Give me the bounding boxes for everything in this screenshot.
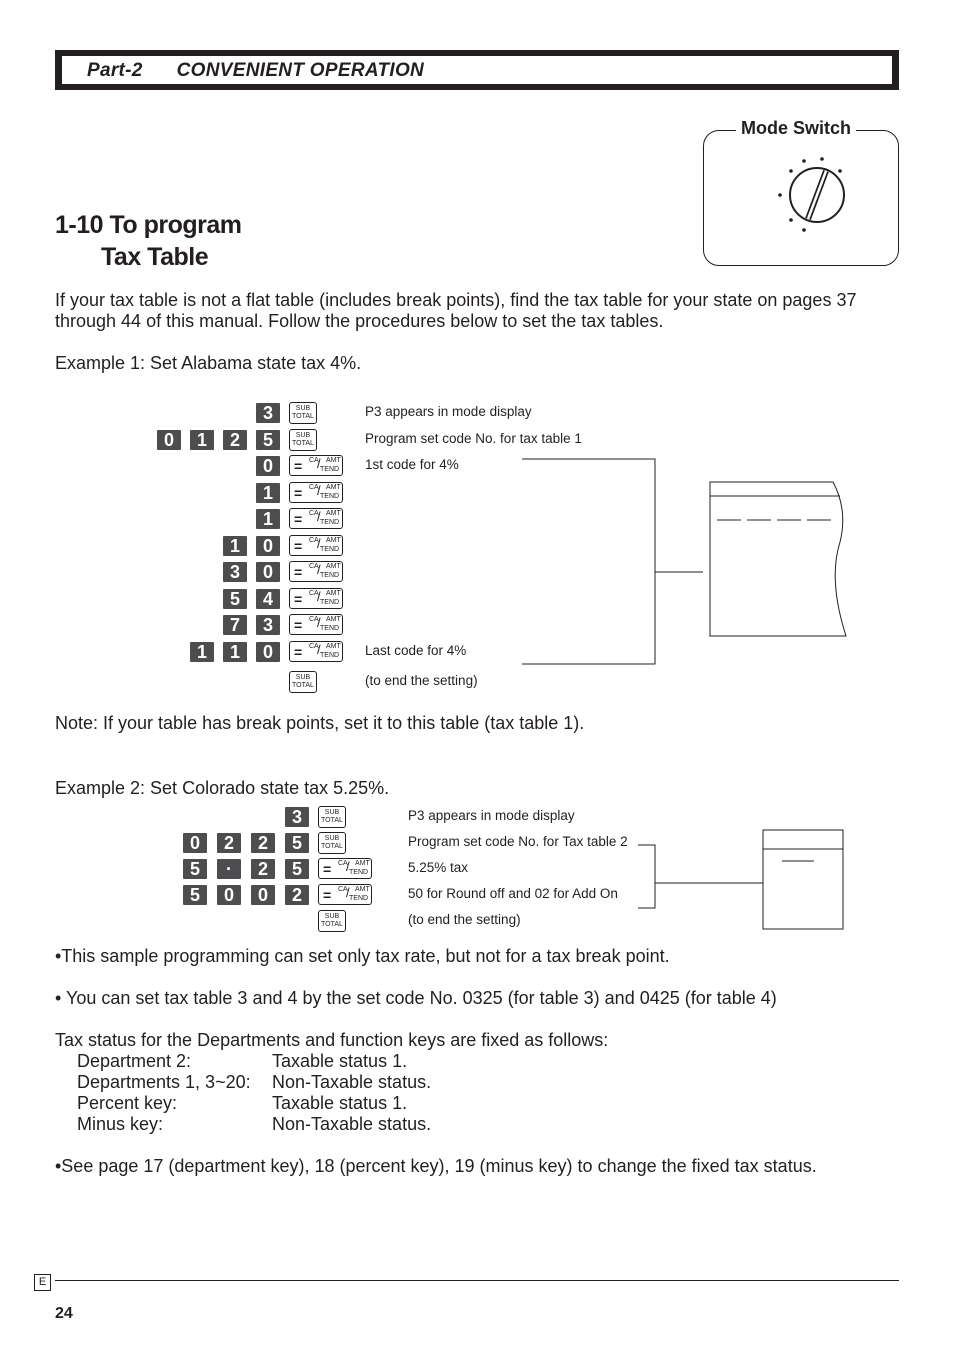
tax-status-row <box>77 1114 431 1135</box>
tax-status-item: Departments 1, 3~20: <box>77 1072 251 1092</box>
cash-amt-tend-key <box>289 588 343 609</box>
subtotal-key <box>289 402 317 424</box>
ca-label: CA <box>338 886 348 893</box>
equals-label: = <box>294 511 303 527</box>
equals-label: = <box>294 643 303 660</box>
equals-label: = <box>294 617 303 633</box>
cash-amt-tend-key <box>289 455 343 476</box>
numeric-key: 0 <box>217 885 241 905</box>
subtotal-key-label: SUB <box>324 913 340 920</box>
page-number: 24 <box>55 1305 73 1322</box>
tax-status-value: Taxable status 1. <box>272 1051 408 1071</box>
cash-amt-tend-key <box>318 884 372 905</box>
numeric-key: 1 <box>190 430 214 450</box>
tend-label: TEND <box>320 572 340 579</box>
part-title: CONVENIENT OPERATION <box>176 60 425 81</box>
step-description: 50 for Round off and 02 for Add On <box>408 886 618 901</box>
ca-label: CA <box>309 589 319 597</box>
step-description: 5.25% tax <box>408 860 469 875</box>
numeric-key: 5 <box>285 859 309 879</box>
cash-amt-tend-key <box>289 614 343 635</box>
numeric-key: 0 <box>157 430 181 450</box>
slash-glyph: / <box>317 562 321 577</box>
ca-label: CA <box>309 536 319 544</box>
numeric-key: 0 <box>251 885 275 905</box>
slash-glyph: / <box>317 535 321 551</box>
subtotal-key-label: SUB <box>324 835 340 842</box>
numeric-key: 3 <box>256 615 280 635</box>
tax-status-row <box>77 1051 431 1072</box>
step-description: (to end the setting) <box>365 673 478 688</box>
tend-label: TEND <box>320 598 340 606</box>
tax-status-value: Taxable status 1. <box>272 1093 408 1113</box>
ca-label: CA <box>338 860 348 867</box>
subtotal-key-label: TOTAL <box>292 413 314 420</box>
tax-status-row <box>77 1093 431 1114</box>
language-marker: E <box>34 1274 51 1291</box>
section-header-text <box>87 60 424 82</box>
mode-switch-label: Mode Switch <box>736 118 856 139</box>
numeric-key: 1 <box>256 483 280 503</box>
numeric-key: 0 <box>256 642 280 662</box>
example1-heading: Example 1: Set Alabama state tax 4%. <box>55 353 362 373</box>
tax-status-item: Minus key: <box>77 1114 164 1134</box>
section-header-bar <box>55 50 899 90</box>
subtotal-key <box>318 910 346 932</box>
numeric-key: 3 <box>256 403 280 423</box>
subtotal-key-label: TOTAL <box>292 682 314 689</box>
numeric-key: 4 <box>256 589 280 609</box>
tend-label: TEND <box>320 492 340 500</box>
subtotal-key-label: TOTAL <box>321 817 343 824</box>
step-description: P3 appears in mode display <box>365 404 532 419</box>
slash-glyph: / <box>317 482 321 498</box>
numeric-key: 0 <box>183 833 207 853</box>
slash-glyph: / <box>317 641 321 657</box>
tax-status-row <box>77 1072 431 1093</box>
tax-status-item: Department 2: <box>77 1051 192 1071</box>
tend-label: TEND <box>320 651 340 659</box>
slash-glyph: / <box>346 885 350 900</box>
ca-label: CA <box>309 457 319 464</box>
subtotal-key <box>289 429 317 451</box>
numeric-key: · <box>217 859 241 879</box>
equals-label: = <box>323 861 332 877</box>
subtotal-key-label: SUB <box>295 674 311 681</box>
equals-label: = <box>294 537 303 554</box>
tend-label: TEND <box>320 545 340 553</box>
numeric-key: 0 <box>256 456 280 476</box>
tax-status-value: Non-Taxable status. <box>272 1114 432 1134</box>
subtotal-key <box>318 806 346 828</box>
numeric-key: 5 <box>285 833 309 853</box>
ca-label: CA <box>309 510 319 517</box>
numeric-key: 2 <box>251 859 275 879</box>
cash-amt-tend-key <box>289 561 343 582</box>
numeric-key: 2 <box>223 430 247 450</box>
amt-label: AMT <box>326 642 341 650</box>
subtotal-key-label: TOTAL <box>292 439 314 447</box>
numeric-key: 0 <box>256 536 280 556</box>
cash-amt-tend-key <box>289 641 343 662</box>
mode-switch-dial-icon <box>704 131 898 265</box>
numeric-key: 5 <box>183 859 207 879</box>
cash-amt-tend-key <box>318 858 372 879</box>
amt-label: AMT <box>355 886 370 893</box>
numeric-key: 0 <box>256 562 280 582</box>
example1-receipt-diagram <box>500 450 860 670</box>
step-description: P3 appears in mode display <box>408 808 575 823</box>
section-title: 1-10 To program <box>55 211 242 239</box>
subtotal-key <box>289 671 317 693</box>
amt-label: AMT <box>326 589 341 597</box>
numeric-key: 1 <box>190 642 214 662</box>
numeric-key: 5 <box>183 885 207 905</box>
numeric-key: 5 <box>223 589 247 609</box>
numeric-key: 2 <box>251 833 275 853</box>
step-description: Program set code No. for Tax table 2 <box>408 834 628 849</box>
numeric-key: 1 <box>223 642 247 662</box>
numeric-key: 2 <box>285 885 309 905</box>
tend-label: TEND <box>349 895 369 902</box>
footer-rule <box>55 1280 899 1281</box>
subtotal-key-label: TOTAL <box>321 921 343 928</box>
example2-receipt-diagram <box>630 825 860 935</box>
ca-label: CA <box>309 563 319 570</box>
amt-label: AMT <box>355 860 370 867</box>
cash-amt-tend-key <box>289 535 343 556</box>
subtotal-key-label: SUB <box>324 809 340 816</box>
bullet-tax-table-codes: • You can set tax table 3 and 4 by the set code No. 0325 (for table 3) and 0425 (for table 4) <box>55 988 777 1008</box>
subtotal-key-label: SUB <box>295 431 311 439</box>
ca-label: CA <box>309 642 319 650</box>
step-description: 1st code for 4% <box>365 457 459 472</box>
numeric-key: 3 <box>285 807 309 827</box>
intro-paragraph: If your tax table is not a flat table (includes break points), find the tax table for your state on pages 37 through 44 of this manual. Follow the procedures below to set the tax tables. <box>55 290 857 331</box>
slash-glyph: / <box>346 859 350 874</box>
subtotal-key-label: TOTAL <box>321 843 343 850</box>
equals-label: = <box>323 887 332 903</box>
equals-label: = <box>294 590 303 607</box>
equals-label: = <box>294 484 303 501</box>
amt-label: AMT <box>326 536 341 544</box>
part-label: Part-2 <box>87 60 143 81</box>
tax-status-item: Percent key: <box>77 1093 178 1113</box>
slash-glyph: / <box>317 456 321 471</box>
mode-switch-box <box>703 130 899 266</box>
numeric-key: 7 <box>223 615 247 635</box>
equals-label: = <box>294 458 303 474</box>
section-subtitle: Tax Table <box>101 243 209 271</box>
step-description: Program set code No. for tax table 1 <box>365 430 582 446</box>
amt-label: AMT <box>326 563 341 570</box>
numeric-key: 5 <box>256 430 280 450</box>
step-description: Last code for 4% <box>365 642 467 658</box>
tax-status-table <box>77 1051 431 1135</box>
amt-label: AMT <box>326 483 341 491</box>
amt-label: AMT <box>326 616 341 623</box>
tend-label: TEND <box>320 519 340 526</box>
subtotal-key-label: SUB <box>295 405 311 412</box>
note-text: Note: If your table has break points, set it to this table (tax table 1). <box>55 713 585 733</box>
slash-glyph: / <box>317 588 321 604</box>
tend-label: TEND <box>320 466 340 473</box>
cash-amt-tend-key <box>289 482 343 503</box>
numeric-key: 3 <box>223 562 247 582</box>
step-description: (to end the setting) <box>408 912 521 927</box>
slash-glyph: / <box>317 509 321 524</box>
numeric-key: 1 <box>223 536 247 556</box>
bullet-tax-rate-note: •This sample programming can set only tax rate, but not for a tax break point. <box>55 946 670 966</box>
amt-label: AMT <box>326 510 341 517</box>
tend-label: TEND <box>320 625 340 632</box>
amt-label: AMT <box>326 457 341 464</box>
equals-label: = <box>294 564 303 580</box>
tax-status-intro: Tax status for the Departments and function keys are fixed as follows: <box>55 1030 609 1050</box>
example2-heading: Example 2: Set Colorado state tax 5.25%. <box>55 778 390 798</box>
tend-label: TEND <box>349 869 369 876</box>
cash-amt-tend-key <box>289 508 343 529</box>
tax-status-value: Non-Taxable status. <box>272 1072 432 1092</box>
subtotal-key <box>318 832 346 854</box>
numeric-key: 1 <box>256 509 280 529</box>
ca-label: CA <box>309 616 319 623</box>
numeric-key: 2 <box>217 833 241 853</box>
slash-glyph: / <box>317 615 321 630</box>
ca-label: CA <box>309 483 319 491</box>
bullet-change-status: •See page 17 (department key), 18 (percent key), 19 (minus key) to change the fixed tax status. <box>55 1156 817 1176</box>
